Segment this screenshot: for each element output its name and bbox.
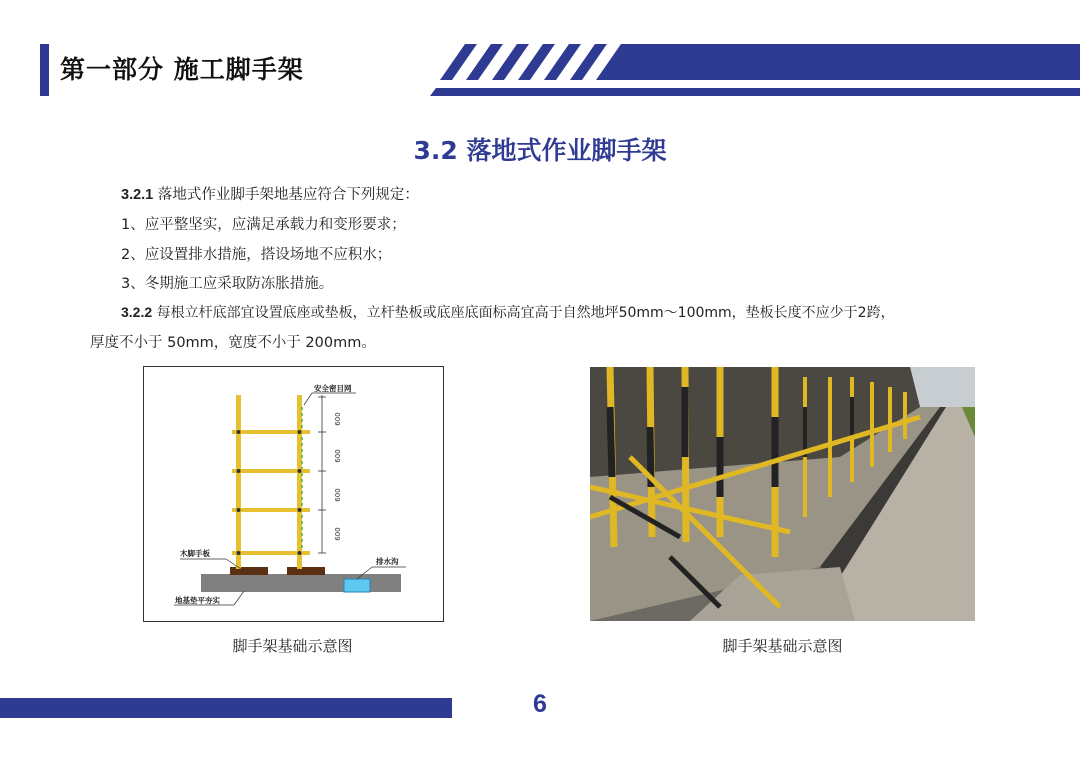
footer-accent-bar — [0, 698, 452, 718]
page-number: 6 — [533, 690, 547, 718]
dimension-label: 600 — [334, 412, 342, 426]
safety-net-label: 安全密目网 — [314, 384, 352, 393]
drain-label: 排水沟 — [376, 557, 399, 566]
scaffold-foundation-diagram — [143, 366, 444, 622]
clause-text: 每根立杆底部宜设置底座或垫板，立杆垫板或底座底面标高宜高于自然地坪50mm～100mm，垫板长度不应少于2跨， — [152, 305, 895, 321]
list-item: 3、冬期施工应采取防冻胀措施。 — [121, 276, 334, 292]
clause-3-2-1 — [121, 183, 419, 204]
clause-3-2-2 — [121, 302, 895, 322]
ground-slab — [201, 574, 401, 592]
dimension-label: 600 — [334, 488, 342, 502]
part-title: 第一部分 施工脚手架 — [60, 55, 304, 84]
wood-board-1 — [230, 567, 268, 575]
wood-board-label: 木脚手板 — [180, 549, 210, 558]
left-post — [236, 395, 241, 569]
dimension-label: 600 — [334, 449, 342, 463]
figure-caption-left: 脚手架基础示意图 — [232, 637, 353, 655]
clause-text: 落地式作业脚手架地基应符合下列规定： — [153, 187, 419, 203]
clause-number: 3.2.2 — [121, 304, 153, 320]
header-accent-bar — [40, 44, 49, 96]
header-stripe-decoration — [430, 44, 1080, 96]
foundation-label: 地基垫平夯实 — [175, 596, 220, 605]
dimension-label: 600 — [334, 527, 342, 541]
clause-3-2-2-continued: 厚度不小于 50mm，宽度不小于 200mm。 — [90, 335, 376, 351]
drain-ditch — [344, 579, 370, 592]
figure-caption-right: 脚手架基础示意图 — [722, 637, 843, 655]
photo-svg — [590, 367, 975, 621]
wood-board-2 — [287, 567, 325, 575]
scaffold-foundation-photo — [590, 367, 975, 621]
diagram-svg — [144, 367, 443, 621]
section-title: 3.2 落地式作业脚手架 — [413, 136, 667, 165]
list-item: 1、应平整坚实，应满足承载力和变形要求； — [121, 217, 406, 233]
list-item: 2、应设置排水措施，搭设场地不应积水； — [121, 247, 392, 263]
clause-number: 3.2.1 — [121, 187, 154, 203]
